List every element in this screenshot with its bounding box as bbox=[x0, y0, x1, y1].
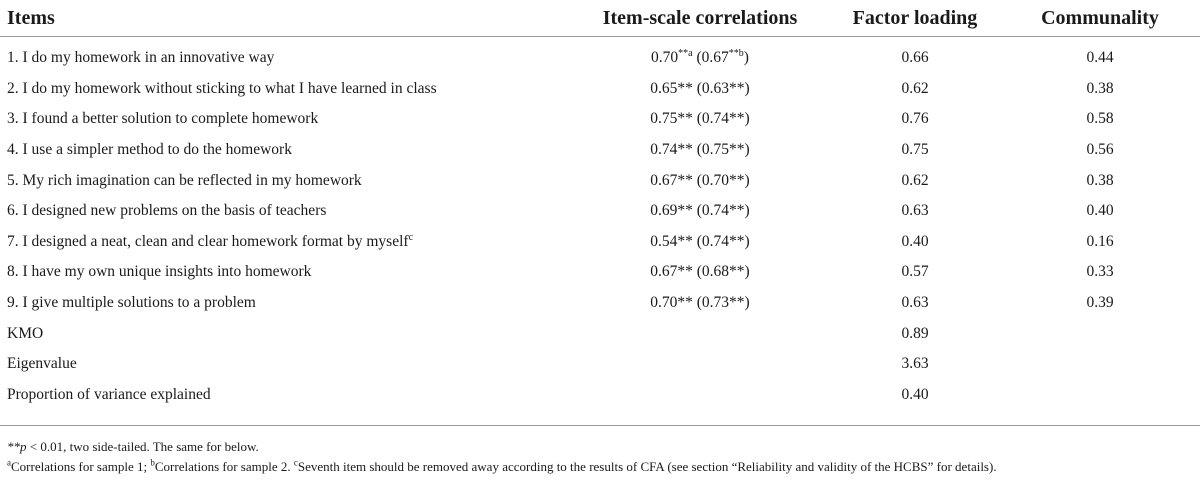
footnote-note-b: Correlations for sample 2. bbox=[154, 459, 294, 474]
factor-loading-cell: 0.63 bbox=[901, 294, 929, 312]
table-row bbox=[0, 380, 1200, 411]
factor-loading-cell: 0.76 bbox=[901, 110, 929, 128]
footnote-p: p bbox=[20, 439, 27, 454]
factor-loading-cell: 0.62 bbox=[901, 171, 929, 189]
item-scale-cell: 0.74** (0.75**) bbox=[650, 141, 750, 159]
communality-cell: 0.16 bbox=[1086, 232, 1114, 250]
footnote-note-c: Seventh item should be removed away according to the results of CFA (see section “Reliability and validity of the HCBS” for details). bbox=[297, 459, 997, 474]
item-scale-cell: 0.54** (0.74**) bbox=[650, 232, 750, 250]
isc-superscript: **a bbox=[678, 48, 693, 60]
item-superscript: c bbox=[408, 231, 414, 243]
footnote-notes bbox=[7, 457, 1197, 477]
table-header bbox=[0, 0, 1200, 37]
footnote-sup-c: c bbox=[293, 457, 298, 468]
item-cell: KMO bbox=[7, 324, 44, 342]
communality-cell: 0.38 bbox=[1086, 171, 1114, 189]
footnote-note-a: Correlations for sample 1; bbox=[11, 459, 151, 474]
table-row bbox=[0, 165, 1200, 196]
item-scale-cell: 0.75** (0.74**) bbox=[650, 110, 750, 128]
factor-loading-cell: 0.57 bbox=[901, 263, 929, 281]
factor-loading-cell: 0.62 bbox=[901, 79, 929, 97]
item-cell: 2. I do my homework without sticking to what I have learned in class bbox=[7, 79, 437, 97]
communality-cell: 0.39 bbox=[1086, 294, 1114, 312]
item-cell: 9. I give multiple solutions to a problem bbox=[7, 294, 256, 312]
item-cell: 4. I use a simpler method to do the homework bbox=[7, 141, 292, 159]
item-cell: Eigenvalue bbox=[7, 355, 77, 373]
table-bottom-rule bbox=[0, 425, 1200, 426]
isc-superscript: **b bbox=[728, 48, 744, 60]
communality-cell: 0.58 bbox=[1086, 110, 1114, 128]
item-scale-cell: 0.65** (0.63**) bbox=[650, 79, 750, 97]
table-row bbox=[0, 349, 1200, 380]
header-items: Items bbox=[0, 0, 520, 37]
item-cell: 1. I do my homework in an innovative way bbox=[7, 49, 275, 67]
factor-loading-cell: 0.63 bbox=[901, 202, 929, 220]
isc-close-paren: ) bbox=[743, 49, 749, 67]
header-item-scale-correlations: Item-scale correlations bbox=[520, 0, 820, 37]
item-scale-cell: 0.70** (0.73**) bbox=[650, 294, 750, 312]
communality-cell: 0.38 bbox=[1086, 79, 1114, 97]
communality-cell: 0.44 bbox=[1086, 49, 1114, 67]
item-scale-cell bbox=[520, 349, 820, 380]
table-row bbox=[0, 135, 1200, 166]
table-row bbox=[0, 74, 1200, 105]
footnote-sup-a: a bbox=[7, 457, 11, 468]
footnote-significance bbox=[7, 437, 1197, 457]
table-row bbox=[0, 104, 1200, 135]
footnote-sup-b: b bbox=[150, 457, 155, 468]
footnote-significance-text: < 0.01, two side-tailed. The same for below. bbox=[26, 439, 259, 454]
table-row bbox=[0, 196, 1200, 227]
item-cell: 8. I have my own unique insights into homework bbox=[7, 263, 312, 281]
communality-cell bbox=[990, 380, 1200, 411]
factor-loading-cell: 3.63 bbox=[901, 355, 929, 373]
item-scale-cell: 0.69** (0.74**) bbox=[650, 202, 750, 220]
factor-loading-cell: 0.40 bbox=[901, 385, 929, 403]
communality-cell: 0.40 bbox=[1086, 202, 1114, 220]
item-cell: 3. I found a better solution to complete homework bbox=[7, 110, 319, 128]
table-row bbox=[0, 37, 1200, 74]
item-cell bbox=[0, 227, 520, 258]
item-text: 7. I designed a neat, clean and clear homework format by myself bbox=[7, 232, 409, 250]
item-cell: 5. My rich imagination can be reflected in my homework bbox=[7, 171, 362, 189]
communality-cell: 0.33 bbox=[1086, 263, 1114, 281]
table-row bbox=[0, 227, 1200, 258]
table-body bbox=[0, 37, 1200, 411]
factor-loading-cell: 0.75 bbox=[901, 141, 929, 159]
item-scale-cell: 0.67** (0.68**) bbox=[650, 263, 750, 281]
isc-value: 0.70 bbox=[651, 49, 679, 67]
item-scale-cell bbox=[520, 37, 820, 74]
table-row bbox=[0, 288, 1200, 319]
header-row bbox=[0, 0, 1200, 37]
header-communality: Communality bbox=[990, 0, 1200, 37]
item-scale-cell bbox=[520, 380, 820, 411]
item-scale-cell bbox=[520, 318, 820, 349]
communality-cell: 0.56 bbox=[1086, 141, 1114, 159]
header-factor-loading: Factor loading bbox=[820, 0, 990, 37]
isc-paren-value: (0.67 bbox=[696, 49, 729, 67]
item-cell: Proportion of variance explained bbox=[7, 385, 211, 403]
factor-loading-cell: 0.66 bbox=[901, 49, 929, 67]
communality-cell bbox=[990, 349, 1200, 380]
item-cell: 6. I designed new problems on the basis of teachers bbox=[7, 202, 327, 220]
table-row bbox=[0, 318, 1200, 349]
factor-loading-cell: 0.89 bbox=[901, 324, 929, 342]
table-row bbox=[0, 257, 1200, 288]
communality-cell bbox=[990, 318, 1200, 349]
factor-loading-cell: 0.40 bbox=[901, 232, 929, 250]
item-scale-cell: 0.67** (0.70**) bbox=[650, 171, 750, 189]
table-footnotes bbox=[7, 437, 1197, 477]
footnote-stars: ** bbox=[7, 439, 20, 454]
